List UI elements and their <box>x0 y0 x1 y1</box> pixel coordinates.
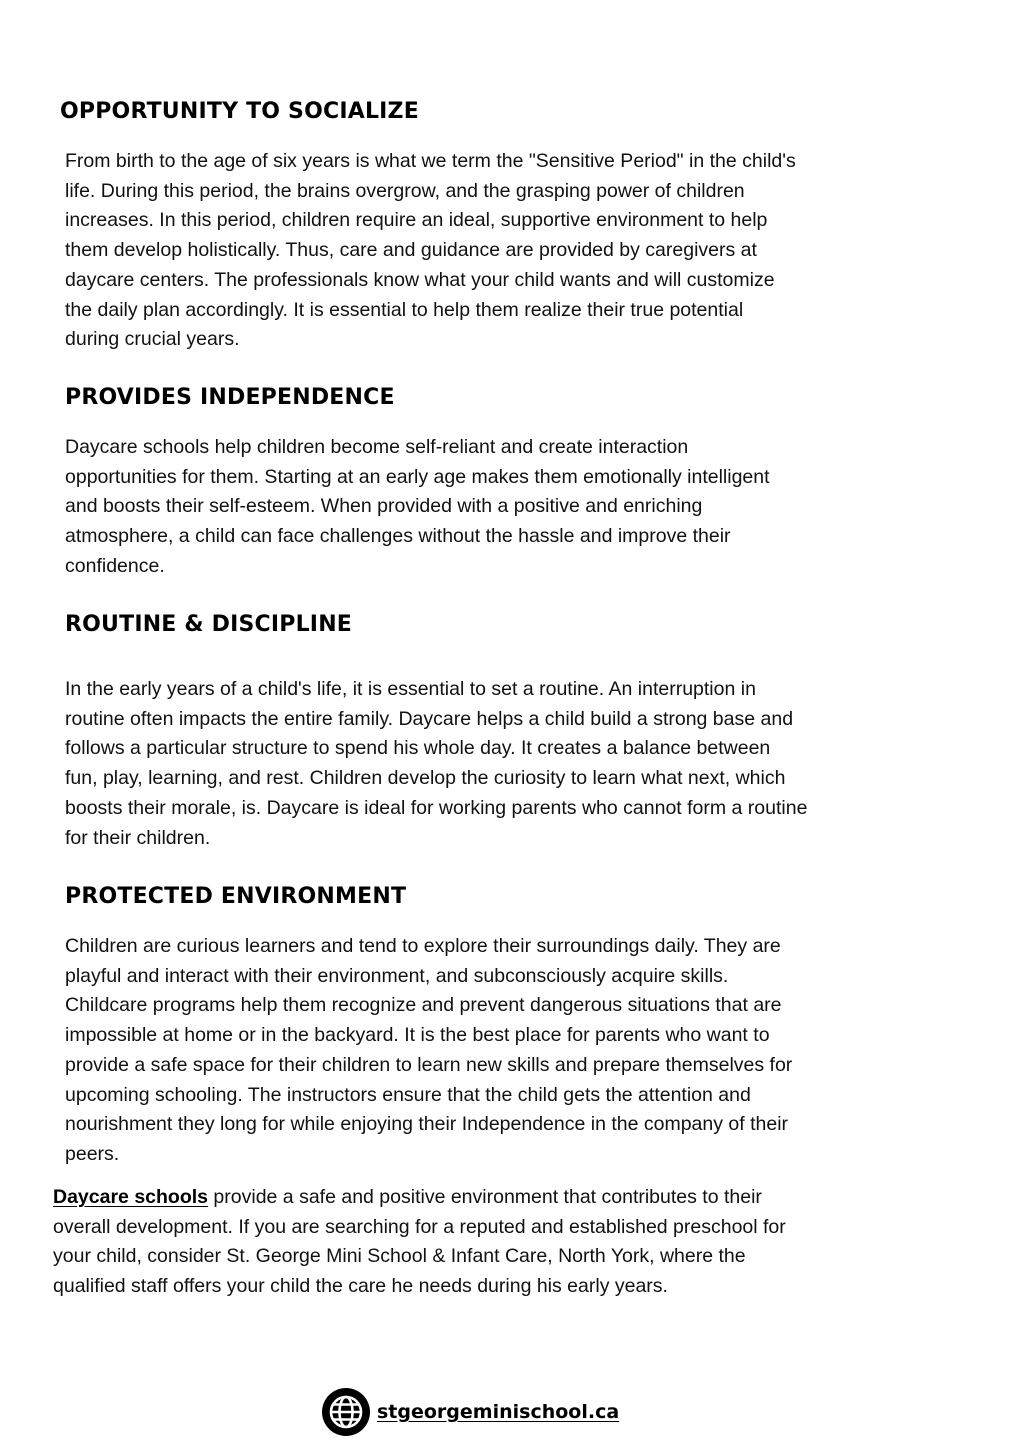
section-paragraph-independence <box>65 433 895 582</box>
section-paragraph-socialize <box>65 147 895 355</box>
paragraph-line: opportunities for them. Starting at an early age makes them emotionally intelligent <box>65 465 770 488</box>
paragraph-line: them develop holistically. Thus, care and guidance are provided by caregivers at <box>65 239 757 262</box>
section-heading-routine: ROUTINE & DISCIPLINE <box>65 612 353 637</box>
paragraph-line: confidence. <box>65 554 165 577</box>
paragraph-line: increases. In this period, children require an ideal, supportive environment to help <box>65 209 768 232</box>
paragraph-line: provide a safe space for their children to learn new skills and prepare themselves for <box>65 1053 793 1076</box>
paragraph-line: upcoming schooling. The instructors ensure that the child gets the attention and <box>65 1083 751 1106</box>
paragraph-line: fun, play, learning, and rest. Children develop the curiosity to learn what next, which <box>65 767 786 790</box>
section-heading-socialize: OPPORTUNITY TO SOCIALIZE <box>60 99 419 124</box>
paragraph-line: From birth to the age of six years is what we term the "Sensitive Period" in the child's <box>65 150 796 172</box>
paragraph-line: overall development. If you are searching for a reputed and established preschool for <box>53 1215 786 1238</box>
footer <box>322 1388 619 1436</box>
section-heading-independence: PROVIDES INDEPENDENCE <box>65 385 395 410</box>
paragraph-line: your child, consider St. George Mini School & Infant Care, North York, where the <box>53 1245 746 1268</box>
paragraph-line: peers. <box>65 1142 120 1165</box>
paragraph-line: during crucial years. <box>65 328 240 351</box>
paragraph-line: nourishment they long for while enjoying their Independence in the company of their <box>65 1113 789 1136</box>
paragraph-line: boosts their morale, is. Daycare is ideal for working parents who cannot form a routine <box>65 796 808 819</box>
paragraph-line: Childcare programs help them recognize and prevent dangerous situations that are <box>65 994 782 1017</box>
paragraph-line: follows a particular structure to spend his whole day. It creates a balance between <box>65 737 771 760</box>
closing-paragraph <box>53 1183 883 1302</box>
paragraph-line: daycare centers. The professionals know what your child wants and will customize <box>65 268 775 291</box>
section-heading-protected: PROTECTED ENVIRONMENT <box>65 884 407 909</box>
paragraph-line: Children are curious learners and tend to explore their surroundings daily. They are <box>65 935 781 957</box>
paragraph-line: In the early years of a child's life, it is essential to set a routine. An interruption in <box>65 678 756 700</box>
paragraph-line: atmosphere, a child can face challenges without the hassle and improve their <box>65 525 731 548</box>
paragraph-line: impossible at home or in the backyard. It is the best place for parents who want to <box>65 1024 770 1047</box>
section-paragraph-protected <box>65 932 895 1170</box>
closing-first-line-text: provide a safe and positive environment that contributes to their <box>208 1186 762 1208</box>
paragraph-line: playful and interact with their environment, and subconsciously acquire skills. <box>65 964 729 987</box>
globe-icon <box>322 1388 370 1436</box>
daycare-schools-link[interactable]: Daycare schools <box>53 1186 209 1208</box>
paragraph-line: routine often impacts the entire family. Daycare helps a child build a strong base and <box>65 707 794 730</box>
paragraph-line: the daily plan accordingly. It is essential to help them realize their true potential <box>65 298 744 321</box>
website-link[interactable]: stgeorgeminischool.ca <box>377 1401 620 1423</box>
paragraph-line: qualified staff offers your child the care he needs during his early years. <box>53 1275 668 1298</box>
paragraph-line: and boosts their self-esteem. When provided with a positive and enriching <box>65 495 703 518</box>
paragraph-line: life. During this period, the brains overgrow, and the grasping power of children <box>65 179 745 202</box>
paragraph-line <box>53 1183 883 1213</box>
paragraph-line: Daycare schools help children become self-reliant and create interaction <box>65 436 689 458</box>
paragraph-line: for their children. <box>65 826 211 849</box>
section-paragraph-routine <box>65 675 895 853</box>
